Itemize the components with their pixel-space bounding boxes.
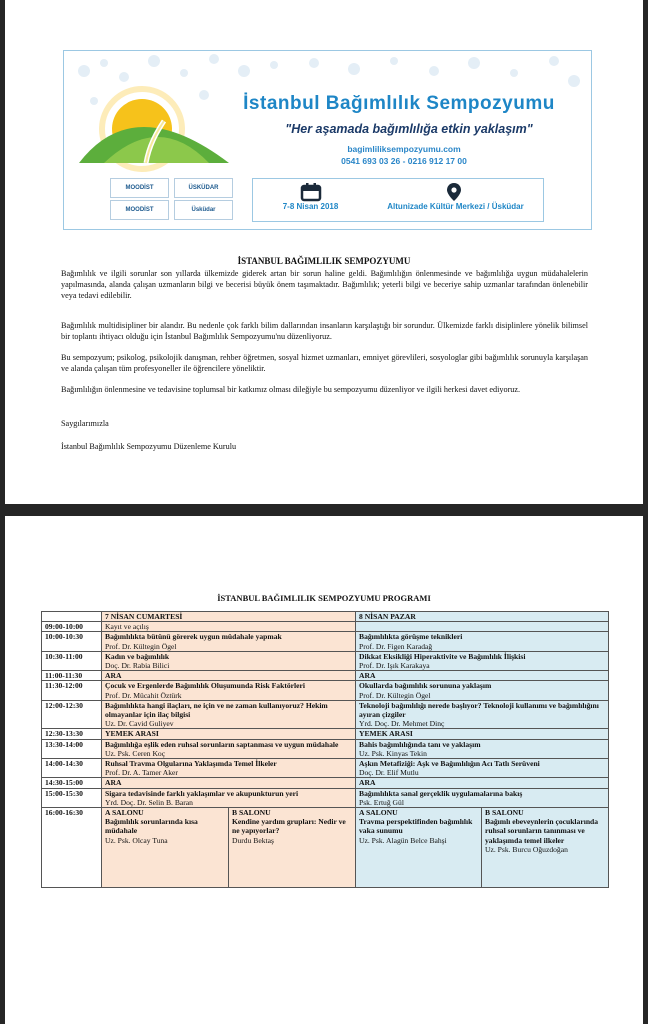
session-cell (102, 622, 356, 632)
banner-phones: 0541 693 03 26 - 0216 912 17 00 (341, 156, 467, 166)
table-row-parallel-sessions (42, 808, 609, 888)
banner-slogan: "Her aşamada bağımlılığa etkin yaklaşım" (285, 122, 533, 136)
table-row (42, 739, 609, 758)
session-speaker: Uz. Psk. Kinyas Tekin (359, 748, 427, 758)
table-row (42, 700, 609, 729)
session-cell (356, 700, 609, 729)
break-label: YEMEK ARASI (359, 729, 413, 739)
break-cell (102, 778, 356, 788)
time-cell: 09:00-10:00 (42, 622, 102, 632)
session-speaker: Prof. Dr. Işık Karakaya (359, 661, 430, 671)
session-cell (356, 622, 609, 632)
session-speaker: Uz. Psk. Ceren Koç (105, 748, 166, 758)
session-speaker: Prof. Dr. Mücahit Öztürk (105, 690, 182, 700)
session-speaker: Yrd. Doç. Dr. Mehmet Dinç (359, 719, 445, 729)
session-cell (356, 651, 609, 670)
symposium-banner (63, 50, 592, 230)
time-cell: 14:00-14:30 (42, 759, 102, 778)
session-title: Aşkın Metafiziği: Aşk ve Bağımlılığın Acı Tatlı Serüveni (359, 759, 540, 769)
break-label: ARA (105, 778, 122, 788)
session-speaker: Doç. Dr. Elif Mutlu (359, 768, 419, 778)
table-row (42, 788, 609, 807)
break-cell (356, 778, 609, 788)
session-title: Ruhsal Travma Olgularına Yaklaşımda Temel İlkeler (105, 759, 277, 769)
session-title: Kendine yardım grupları: Nedir ve ne yapıyorlar? (232, 817, 346, 836)
time-cell: 11:30-12:00 (42, 681, 102, 700)
break-label: ARA (359, 778, 376, 788)
logo-uskudar-belediyesi: ÜSKÜDAR (174, 178, 233, 198)
session-speaker: Yrd. Doç. Dr. Selin B. Baran (105, 797, 193, 807)
break-cell (102, 671, 356, 681)
break-label: ARA (359, 671, 376, 681)
time-cell: 11:00-11:30 (42, 671, 102, 681)
session-cell (102, 651, 356, 670)
letter-paragraph: Bağımlılığın önlenmesine ve tedavisine toplumsal bir katkımız olması dileğiyle bu sempozyumu düzenliyor ve ilgili herkesi davet ediyoruz. (61, 385, 521, 394)
program-table (41, 611, 609, 888)
session-title: Bahis bağımlılığında tanı ve yaklaşım (359, 739, 481, 749)
session-cell-hall-b (229, 808, 356, 888)
session-cell (356, 632, 609, 651)
table-row (42, 671, 609, 681)
session-title: Bağımlılıkta bütünü görerek uygun müdahale yapmak (105, 632, 282, 642)
session-title: Bağımlılıkta sanal gerçeklik uygulamalarına bakış (359, 788, 523, 798)
session-cell (102, 681, 356, 700)
session-cell-hall-b (482, 808, 609, 888)
table-row (42, 622, 609, 632)
table-row (42, 681, 609, 700)
time-cell: 14:30-15:00 (42, 778, 102, 788)
session-cell (102, 700, 356, 729)
hall-label: A SALONU (105, 808, 144, 818)
time-cell: 15:00-15:30 (42, 788, 102, 807)
session-speaker: Uz. Dr. Cavid Guliyev (105, 719, 174, 729)
program-title: İSTANBUL BAĞIMLILIK SEMPOZYUMU PROGRAMI (217, 593, 431, 603)
letter-page (5, 0, 643, 504)
table-header-row (42, 612, 609, 622)
event-info-box (252, 178, 544, 222)
hall-label: B SALONU (232, 808, 271, 818)
session-title: Bağımlılık sorunlarında kısa müdahale (105, 817, 198, 836)
day2-header: 8 NİSAN PAZAR (356, 612, 609, 622)
table-row (42, 632, 609, 651)
break-label: ARA (105, 671, 122, 681)
session-title: Bağımlılıkta görüşme teknikleri (359, 632, 463, 642)
logo-moodist: MOODİST (110, 178, 169, 198)
time-cell: 16:00-16:30 (42, 808, 102, 888)
table-row (42, 651, 609, 670)
break-cell (102, 729, 356, 739)
table-corner-cell (42, 612, 102, 622)
session-speaker: Uz. Psk. Olcay Tuna (105, 835, 168, 845)
letter-paragraph: Bağımlılık multidisipliner bir alandır. Bu nedenle çok farklı bilim dallarından insanların karşılaştığı bir sorundur. Ülkemizde farklı disiplinlere yönelik bilimsel bir toplantı ihtiyacı olduğu için İstanbul Bağımlılık Sempozyumu'nu düzenliyoruz. (61, 321, 588, 341)
break-cell (356, 671, 609, 681)
table-row (42, 729, 609, 739)
hall-label: A SALONU (359, 808, 398, 818)
session-speaker: Uz. Psk. Burcu Oğuzdoğan (485, 844, 568, 854)
day1-header: 7 NİSAN CUMARTESİ (102, 612, 356, 622)
session-speaker: Prof. Dr. Kültegin Ögel (105, 641, 177, 651)
letter-signature: İstanbul Bağımlılık Sempozyumu Düzenleme Kurulu (61, 442, 237, 451)
session-speaker: Prof. Dr. Kültegin Ögel (359, 690, 431, 700)
session-speaker: Psk. Ertuğ Gül (359, 797, 404, 807)
session-title: Kadın ve bağımlılık (105, 651, 170, 661)
session-title: Sigara tedavisinde farklı yaklaşımlar ve akupunkturun yeri (105, 788, 299, 798)
table-row (42, 759, 609, 778)
calendar-icon (300, 182, 322, 202)
program-page (5, 516, 643, 1024)
time-cell: 10:30-11:00 (42, 651, 102, 670)
break-cell (356, 729, 609, 739)
session-title: Teknoloji bağımlılığı nerede başlıyor? Teknoloji kullanımı ve bağımlılığını ayıran çizgiler (359, 700, 599, 720)
session-speaker: Durdu Bektaş (232, 835, 274, 845)
time-cell: 12:30-13:30 (42, 729, 102, 739)
session-title: Bağımlılığa eşlik eden ruhsal sorunların saptanması ve uygun müdahale (105, 739, 339, 749)
event-date: 7-8 Nisan 2018 (282, 202, 339, 211)
session-title: Bağımlılıkta hangi ilaçları, ne için ve ne zaman kullanıyoruz? Hekim olmayanlar için ilaç bilgisi (105, 700, 328, 720)
letter-paragraph: Bu sempozyum; psikolog, psikolojik danışman, rehber öğretmen, sosyal hizmet uzmanları, emniyet görevlileri, sosyologlar gibi bağımlılık sorunuyla karşılaşan ve alanda çalışan tüm profesyoneller ile öğrencilere yöneliktir. (61, 353, 588, 373)
session-cell (102, 632, 356, 651)
session-title: Travma perspektifinden bağımlılık vaka sunumu (359, 817, 473, 836)
session-title: Çocuk ve Ergenlerde Bağımlılık Oluşumunda Risk Faktörleri (105, 681, 305, 691)
letter-paragraph: Bağımlılık ve ilgili sorunlar son yıllarda ülkemizde giderek artan bir sorun haline geldi. Bağımlılığın önlenmesinde ve bağımlılığa uygun müdahalelerin yapılmasında, alanda çalışan uzmanların bilgi ve becerisi büyük önem taşımaktadır. Bağımlılık; yeterli bilgi ve beceriye sahip uzmanlar tarafından önlenebilir veya tedavi edilebilir. (61, 269, 588, 300)
session-cell (356, 759, 609, 778)
session-speaker: Prof. Dr. Figen Karadağ (359, 641, 433, 651)
banner-website[interactable]: bagimliliksempozyumu.com (347, 144, 461, 154)
session-title: Okullarda bağımlılık sorununa yaklaşım (359, 681, 492, 691)
session-title: Dikkat Eksikliği Hiperaktivite ve Bağımlılık İlişkisi (359, 651, 526, 661)
event-venue: Altunizade Kültür Merkezi / Üsküdar (387, 202, 524, 211)
time-cell: 10:00-10:30 (42, 632, 102, 651)
session-speaker: Doç. Dr. Rabia Bilici (105, 661, 170, 671)
logo-moodist-akademi: MOODİST (110, 200, 169, 220)
session-title: Kayıt ve açılış (105, 622, 149, 632)
logo-uskudar-universitesi: Üsküdar (174, 200, 233, 220)
table-row (42, 778, 609, 788)
session-cell-hall-a (356, 808, 482, 888)
session-cell (356, 681, 609, 700)
session-title: Bağımlı ebeveynlerin çocuklarında ruhsal sorunların tanınması ve yaklaşımda temel ilkeler (485, 817, 599, 845)
session-cell (356, 739, 609, 758)
letter-closing: Saygılarımızla (61, 419, 109, 428)
session-speaker: Uz. Psk. Alagün Belce Bahşi (359, 835, 447, 845)
location-pin-icon (446, 182, 462, 202)
session-cell (102, 739, 356, 758)
session-cell (356, 788, 609, 807)
session-speaker: Prof. Dr. A. Tamer Aker (105, 768, 178, 778)
session-cell-hall-a (102, 808, 229, 888)
time-cell: 12:00-12:30 (42, 700, 102, 729)
session-cell (102, 788, 356, 807)
banner-title: İstanbul Bağımlılık Sempozyumu (243, 93, 555, 114)
time-cell: 13:30-14:00 (42, 739, 102, 758)
letter-title: İSTANBUL BAĞIMLILIK SEMPOZYUMU (237, 256, 411, 266)
hall-label: B SALONU (485, 808, 524, 818)
session-cell (102, 759, 356, 778)
break-label: YEMEK ARASI (105, 729, 159, 739)
